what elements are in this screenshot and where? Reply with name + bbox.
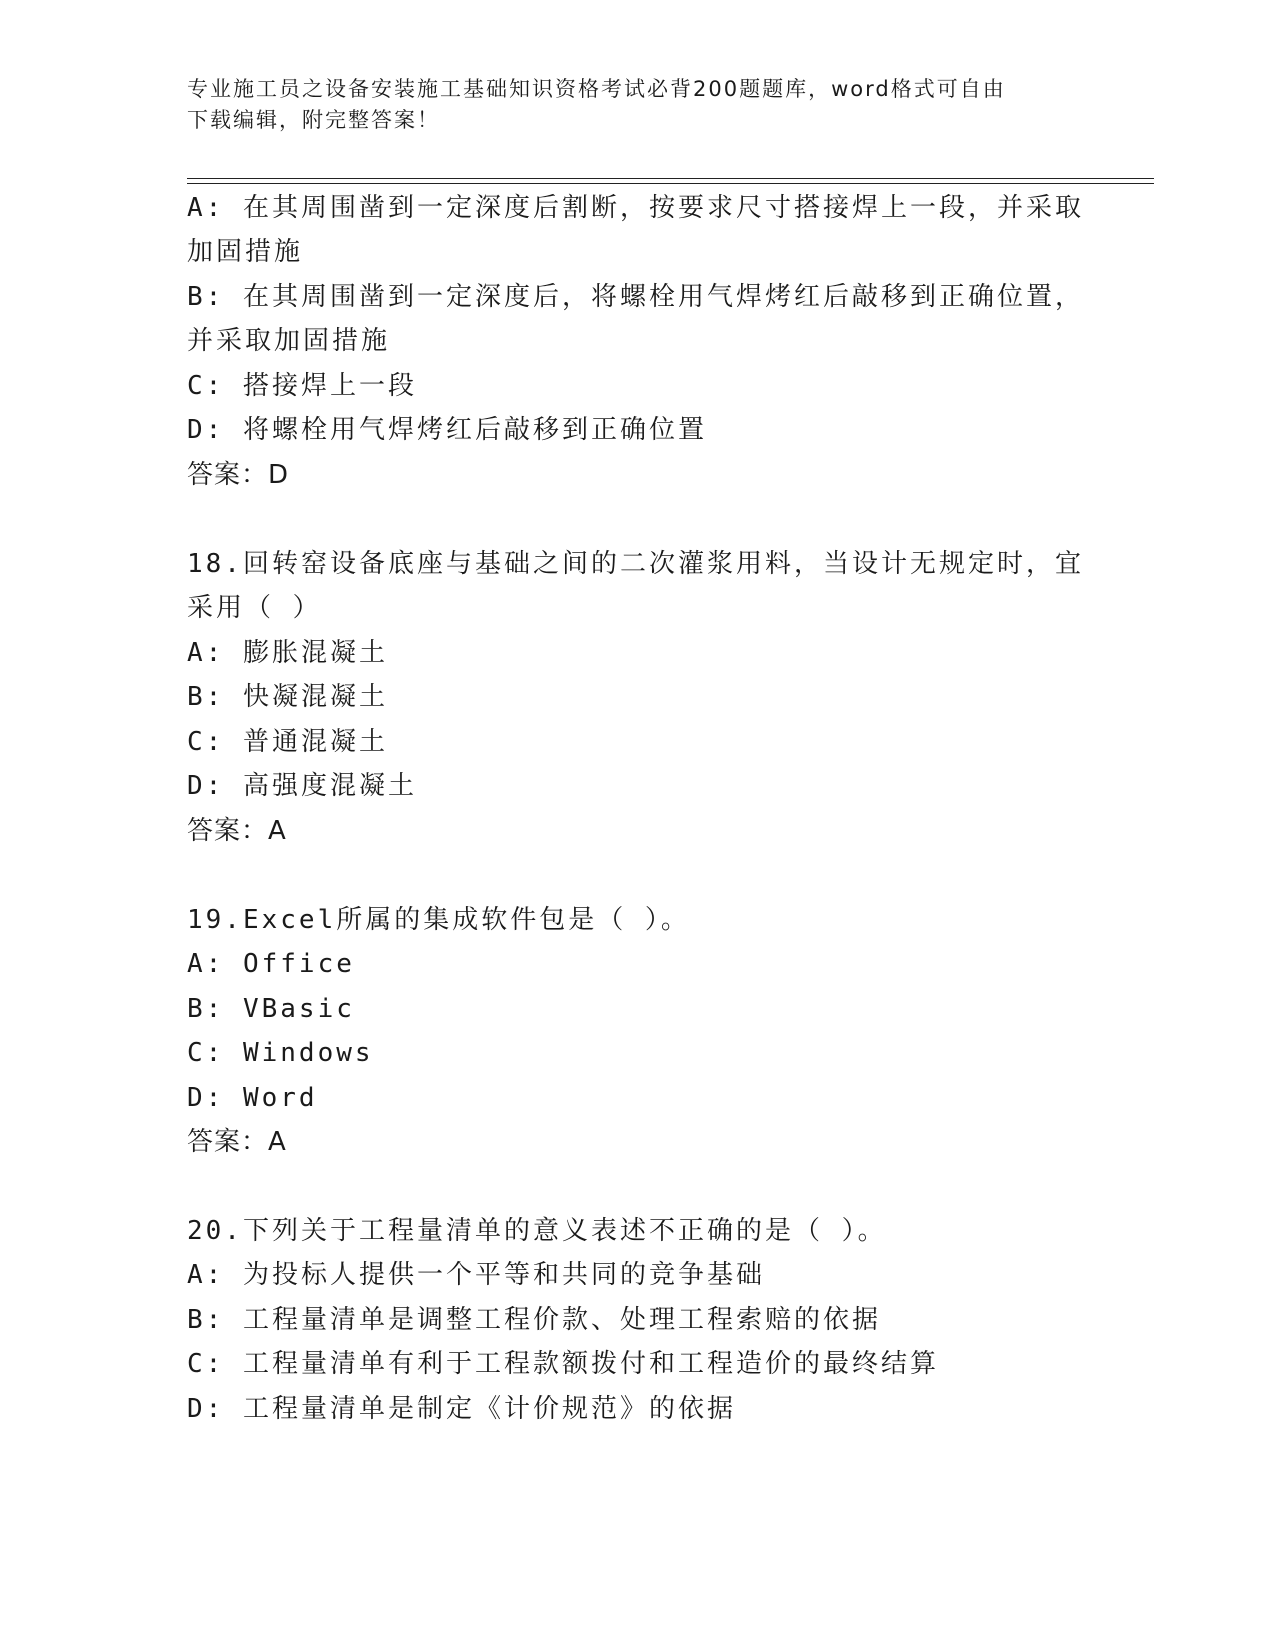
- header-title-line-1: 专业施工员之设备安装施工基础知识资格考试必背200题题库，word格式可自由: [187, 77, 1006, 101]
- q17-option-d: D: 将螺栓用气焊烤红后敲移到正确位置: [187, 415, 707, 445]
- q19-answer-value: A: [268, 1127, 289, 1157]
- q18-answer-value: A: [268, 816, 289, 846]
- q19-option-d: D: Word: [187, 1083, 318, 1113]
- q20-option-b: B: 工程量清单是调整工程价款、处理工程索赔的依据: [187, 1305, 881, 1335]
- header-title-line-2: 下载编辑，附完整答案！: [187, 108, 440, 132]
- q18-option-b: B: 快凝混凝土: [187, 682, 388, 712]
- q19-answer-label: 答案：: [187, 1127, 269, 1157]
- q18-option-d: D: 高强度混凝土: [187, 771, 417, 801]
- header-divider-bottom: [187, 183, 1154, 184]
- q18-stem-line-2: 采用（ ）: [187, 593, 322, 623]
- q17-option-c: C: 搭接焊上一段: [187, 371, 417, 401]
- q17-answer-label: 答案：: [187, 460, 269, 490]
- q20-option-a: A: 为投标人提供一个平等和共同的竞争基础: [187, 1260, 765, 1290]
- document-header: [187, 74, 1067, 136]
- q17-answer-value: D: [268, 460, 292, 490]
- q18-option-c: C: 普通混凝土: [187, 727, 388, 757]
- q19-option-a: A: Office: [187, 949, 355, 979]
- q19-stem: 19.Excel所属的集成软件包是（ ）。: [187, 905, 690, 935]
- q20-option-d: D: 工程量清单是制定《计价规范》的依据: [187, 1394, 736, 1424]
- q17-option-b-line-2: 并采取加固措施: [187, 326, 391, 356]
- q17-option-a-line-2: 加固措施: [187, 237, 304, 267]
- q18-option-a: A: 膨胀混凝土: [187, 638, 388, 668]
- q18-answer-label: 答案：: [187, 816, 269, 846]
- q20-stem: 20.下列关于工程量清单的意义表述不正确的是（ ）。: [187, 1216, 887, 1246]
- q19-answer: [187, 1127, 289, 1157]
- q18-answer: [187, 816, 289, 846]
- q18-stem-line-1: 18.回转窑设备底座与基础之间的二次灌浆用料，当设计无规定时，宜: [187, 549, 1084, 579]
- header-divider-top: [187, 178, 1154, 179]
- q17-option-b-line-1: B: 在其周围凿到一定深度后，将螺栓用气焊烤红后敲移到正确位置，: [187, 282, 1084, 312]
- q17-answer: [187, 460, 291, 490]
- q19-option-c: C: Windows: [187, 1038, 374, 1068]
- q17-option-a-line-1: A: 在其周围凿到一定深度后割断，按要求尺寸搭接焊上一段，并采取: [187, 193, 1084, 223]
- q20-option-c: C: 工程量清单有利于工程款额拨付和工程造价的最终结算: [187, 1349, 939, 1379]
- q19-option-b: B: VBasic: [187, 994, 355, 1024]
